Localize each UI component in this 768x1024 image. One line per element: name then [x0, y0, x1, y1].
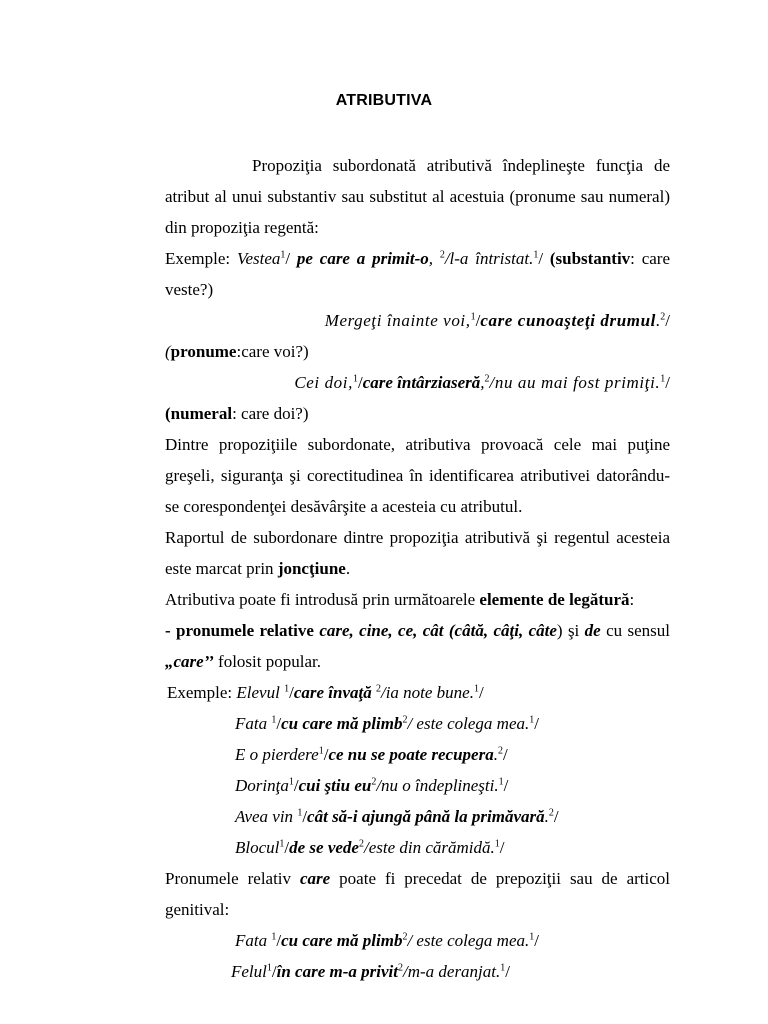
separator: / [538, 249, 550, 268]
example-text: Blocul [235, 838, 280, 857]
example-text: / este colega mea. [407, 931, 530, 950]
intro-paragraph [165, 584, 670, 615]
punctuation: : [629, 590, 635, 609]
document-body [165, 150, 670, 987]
separator: / [503, 776, 509, 795]
intro-text: Atributiva poate fi introdusă prin următoarele [165, 590, 480, 609]
clause-number: 1 [533, 249, 539, 261]
attributive-clause: care învaţă [293, 683, 376, 702]
relative-pronouns: care, cine, ce, cât (câtă, câţi, câte [319, 621, 557, 640]
separator: / [475, 311, 481, 330]
page-title: ATRIBUTIVA [335, 92, 433, 109]
clause-number: 1 [500, 962, 506, 974]
pronouns-paragraph [165, 615, 670, 677]
clause-number: 1 [494, 838, 500, 850]
separator: / [302, 807, 308, 826]
separator: / [285, 249, 297, 268]
example-text: Vestea [236, 249, 281, 268]
attributive-clause: cu care mă plimb [281, 931, 403, 950]
question: : care doi?) [232, 404, 309, 423]
example-text: /m-a deranjat. [402, 962, 501, 981]
attributive-clause: care cunoaşteţi drumul [480, 311, 657, 330]
pronouns-text: cu sensul [600, 621, 670, 640]
clause-number: 1 [280, 249, 286, 261]
punctuation: . [493, 745, 498, 764]
separator: / [665, 311, 670, 330]
attributive-clause: de se vede [289, 838, 359, 857]
paren-open: ( [549, 249, 556, 268]
clause-number: 1 [660, 373, 666, 385]
paren-close: ) [556, 621, 563, 640]
clause-number: 1 [318, 745, 324, 757]
example-text: Fata [235, 714, 272, 733]
example-text: /nu au mai fost primiţi. [489, 373, 661, 392]
punctuation: . [656, 311, 661, 330]
question: : care veste?) [165, 249, 670, 299]
part-of-speech: numeral [170, 404, 233, 423]
clause-number: 1 [470, 311, 476, 323]
conjunction: şi [562, 621, 585, 640]
separator: / [284, 838, 290, 857]
example-text: E o pierdere [235, 745, 319, 764]
clause-number: 1 [271, 714, 277, 726]
quoted-care: „care’’ [165, 652, 214, 671]
example-text: Cei doi, [294, 373, 353, 392]
separator: / [293, 776, 299, 795]
separator: / [289, 683, 294, 702]
attributive-clause: ce nu se poate recupera [328, 745, 494, 764]
separator: / [271, 962, 277, 981]
clause-number: 2 [497, 745, 503, 757]
term-bold: elemente de legătură [479, 590, 630, 609]
example-label: Exemple: [165, 249, 237, 268]
separator: / [276, 714, 282, 733]
example-text: / este colega mea. [407, 714, 530, 733]
example-text: Dorinţa [235, 776, 289, 795]
punctuation: . [345, 559, 351, 578]
example-list-item [165, 677, 670, 708]
clause-number: 2 [397, 962, 403, 974]
list-dash: - pronumele relative [165, 621, 320, 640]
clause-number: 1 [498, 776, 504, 788]
clause-number: 1 [529, 931, 535, 943]
pronouns-end: folosit popular. [213, 652, 321, 671]
clause-number: 1 [284, 683, 290, 695]
clause-number: 1 [529, 714, 535, 726]
punctuation: . [544, 807, 549, 826]
preceded-paragraph [165, 863, 670, 925]
separator: / [323, 745, 329, 764]
example-1 [165, 243, 670, 305]
paren-open: ( [165, 342, 171, 361]
report-text: Raportul de subordonare dintre propoziţia atributivă şi regentul acesteia este marcat prin [165, 528, 670, 578]
clause-number: 2 [358, 838, 364, 850]
separator: / [553, 807, 559, 826]
separator: / [276, 931, 282, 950]
separator: / [665, 373, 670, 392]
clause-number: 1 [266, 962, 272, 974]
example-text: /l-a întristat. [444, 249, 534, 268]
attributive-clause: care întârziaseră [362, 373, 481, 392]
clause-number: 2 [375, 683, 381, 695]
separator: / [499, 838, 505, 857]
punctuation: , [480, 373, 485, 392]
separator: / [505, 962, 510, 981]
example-text: Avea vin [235, 807, 298, 826]
example-text: Felul [231, 962, 267, 981]
clause-number: 2 [371, 776, 377, 788]
separator: / [357, 373, 363, 392]
paren-open: ( [165, 404, 171, 423]
part-of-speech: substantiv [555, 249, 631, 268]
example-2-note [165, 336, 670, 367]
question: :care voi?) [236, 342, 309, 361]
preceded-text: Pronumele relativ [165, 869, 300, 888]
preceded-text: poate fi precedat de prepoziţii sau de articol genitival: [165, 869, 670, 919]
clause-number: 2 [548, 807, 554, 819]
example-3 [165, 367, 670, 398]
example-text: Fata [235, 931, 272, 950]
example-list-item [165, 832, 670, 863]
clause-number: 1 [473, 683, 479, 695]
separator: / [502, 745, 508, 764]
example-list-item [165, 925, 670, 956]
separator: / [534, 931, 539, 950]
clause-number: 2 [660, 311, 666, 323]
example-list-item [165, 770, 670, 801]
definition-paragraph: Propoziţia subordonată atributivă îndeplineşte funcţia de atribut al unui substantiv sau substitut al acestuia (pronume sau numeral) din propoziţia regentă: [165, 156, 670, 237]
report-paragraph [165, 522, 670, 584]
punctuation: , [428, 249, 440, 268]
clause-number: 1 [297, 807, 303, 819]
example-text: Mergeţi înainte voi, [324, 311, 471, 330]
separator: / [534, 714, 539, 733]
term-care: care [300, 869, 331, 888]
example-text: /este din cărămidă. [363, 838, 495, 857]
clause-number: 2 [402, 714, 408, 726]
attributive-clause: cu care mă plimb [281, 714, 403, 733]
attributive-clause: în care m-a privit [276, 962, 398, 981]
part-of-speech: pronume [170, 342, 237, 361]
clause-number: 1 [271, 931, 277, 943]
clause-number: 1 [288, 776, 294, 788]
example-list-item [165, 708, 670, 739]
example-list-item [165, 956, 670, 987]
clause-number: 2 [402, 931, 408, 943]
errors-paragraph: Dintre propoziţiile subordonate, atributiva provoacă cele mai puţine greşeli, siguranţa şi corectitudinea în identificarea atributivei datorându-se corespondenţei desăvârşite a acesteia cu atributul. [165, 435, 670, 516]
example-text: /nu o îndeplineşti. [376, 776, 499, 795]
clause-number: 2 [439, 249, 445, 261]
attributive-clause: pe care a primit-o [296, 249, 429, 268]
example-3-note [165, 398, 670, 429]
example-text: /ia note bune. [380, 683, 474, 702]
term-de: de [584, 621, 601, 640]
attributive-clause: cui ştiu eu [298, 776, 372, 795]
clause-number: 2 [484, 373, 490, 385]
example-label: Exemple: [167, 683, 237, 702]
example-list-item [165, 739, 670, 770]
clause-number: 1 [279, 838, 285, 850]
separator: / [478, 683, 484, 702]
example-2 [165, 305, 670, 336]
example-list-item [165, 801, 670, 832]
clause-number: 1 [352, 373, 358, 385]
term-bold: joncţiune [277, 559, 346, 578]
example-text: Elevul [236, 683, 285, 702]
attributive-clause: cât să-i ajungă până la primăvară [307, 807, 545, 826]
